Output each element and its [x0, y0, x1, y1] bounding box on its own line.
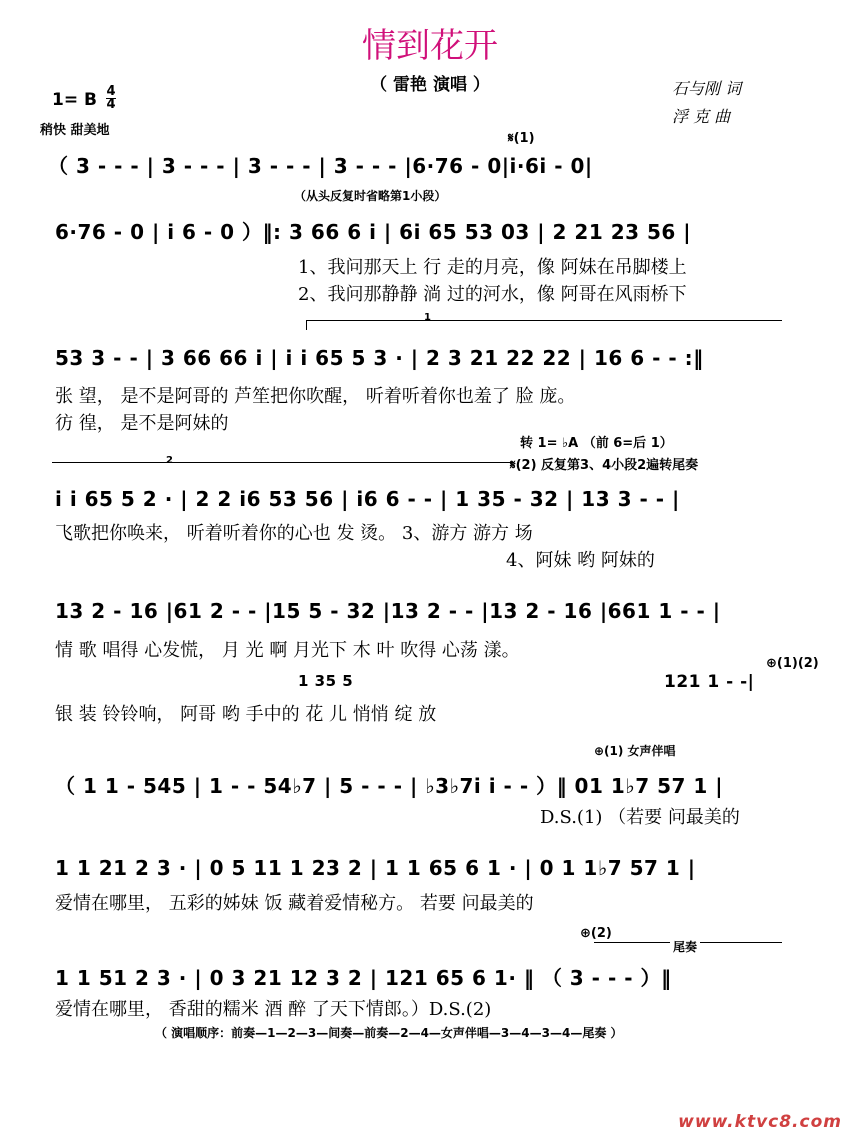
lyric-row-2-verse1: 1、我问那天上 行 走的月亮，像 阿妹在吊脚楼上 [298, 257, 687, 278]
score-row-4: i i 65 5 2 · | 2 2 i6 53 56 | i6 6 - - | 1 35 - 32 | 13 3 - - | [55, 487, 680, 511]
song-title: 情到花开 [362, 26, 498, 66]
time-signature-bottom: 4 [106, 97, 116, 112]
score-row-8: 1 1 51 2 3 · | 0 3 21 12 3 2 | 121 65 6 1· ‖ （ 3 - - - ）‖ [55, 966, 672, 990]
coda-1-female-chorus: ⊕(1) 女声伴唱 [594, 744, 676, 758]
modulation-marking: 转 1= ♭A （前 6=后 1） [520, 436, 673, 451]
alt-notes-verse4: 1 35 5 [298, 672, 354, 690]
lyric-row-6: D.S.(1) （若要 问最美的 [540, 807, 740, 828]
time-signature-top: 4 [106, 84, 116, 99]
performance-order: （ 演唱顺序：前奏—1—2—3—间奏—前奏—2—4—女声伴唱—3—4—3—4—尾奏 ） [155, 1026, 623, 1040]
lyric-row-8: 爱情在哪里， 香甜的糯米 酒 醉 了天下情郎。）D.S.(2) [55, 999, 492, 1020]
outro-label: 尾奏 [670, 938, 700, 955]
volta-2-line [52, 462, 514, 463]
lyric-row-5-verse1: 情 歌 唱得 心发慌， 月 光 啊 月光下 木 叶 吹得 心荡 漾。 [55, 640, 520, 661]
repeat-note: （从头反复时省略第1小段） [294, 189, 447, 203]
time-signature [106, 86, 116, 111]
score-row-1: （ 3 - - - | 3 - - - | 3 - - - | 3 - - - |6·76 - 0|i·6i - 0| [48, 154, 593, 178]
key-signature: 1= B [52, 90, 97, 110]
lyricist-credit: 石与刚 词 [672, 79, 742, 98]
score-row-7: 1 1 21 2 3 · | 0 5 11 1 23 2 | 1 1 65 6 1 · | 0 1 1♭7 57 1 | [55, 856, 696, 880]
lyric-row-4-verse2: 4、阿妹 哟 阿妹的 [506, 550, 655, 571]
lyric-row-4-verse1: 飞歌把你唤来， 听着听着你的心也 发 烫。 3、游方 游方 场 [55, 523, 533, 544]
tempo-marking: 稍快 甜美地 [40, 123, 110, 138]
score-row-2: 6·76 - 0 | i 6 - 0 ）‖: 3 66 6 i | 6i 65 53 03 | 2 21 23 56 | [55, 220, 692, 244]
score-row-3: 53 3 - - | 3 66 66 i | i i 65 5 3 · | 2 3 21 22 22 | 16 6 - - :‖ [55, 346, 704, 370]
volta-1-hook [306, 320, 307, 330]
lyric-row-3-verse1: 张 望， 是不是阿哥的 芦笙把你吹醒， 听着听着你也羞了 脸 庞。 [55, 386, 576, 407]
lyric-row-3-verse2: 彷 徨， 是不是阿妹的 [55, 413, 229, 434]
volta-2-label: 2 [166, 455, 173, 466]
coda-2-marker: ⊕(2) [580, 926, 612, 941]
lyric-row-7: 爱情在哪里， 五彩的姊妹 饭 藏着爱情秘方。 若要 问最美的 [55, 893, 534, 914]
lyric-row-5-verse2: 银 装 铃铃响， 阿哥 哟 手中的 花 儿 悄悄 绽 放 [55, 704, 437, 725]
site-watermark: www.ktvc8.com [678, 1112, 842, 1132]
volta-1-label: 1 [424, 312, 431, 323]
segno-2-instruction: 𝄋(2) 反复第3、4小段2遍转尾奏 [510, 458, 699, 473]
performer: （ 雷艳 演唱 ） [370, 75, 490, 95]
segno-1: 𝄋(1) [508, 131, 535, 146]
coda-marker-1-2: ⊕(1)(2) [766, 656, 819, 671]
volta-1-line [306, 320, 782, 321]
alt-notes-verse4-end: 121 1 - -| [664, 672, 755, 692]
score-row-5: 13 2 - 16 |61 2 - - |15 5 - 32 |13 2 - - |13 2 - 16 |661 1 - - | [55, 599, 721, 623]
lyric-row-2-verse2: 2、我问那静静 淌 过的河水，像 阿哥在风雨桥下 [298, 284, 687, 305]
score-row-6: （ 1 1 - 545 | 1 - - 54♭7 | 5 - - - | ♭3♭7i i - - ）‖ 01 1♭7 57 1 | [55, 774, 724, 798]
composer-credit: 浮 克 曲 [672, 107, 731, 126]
